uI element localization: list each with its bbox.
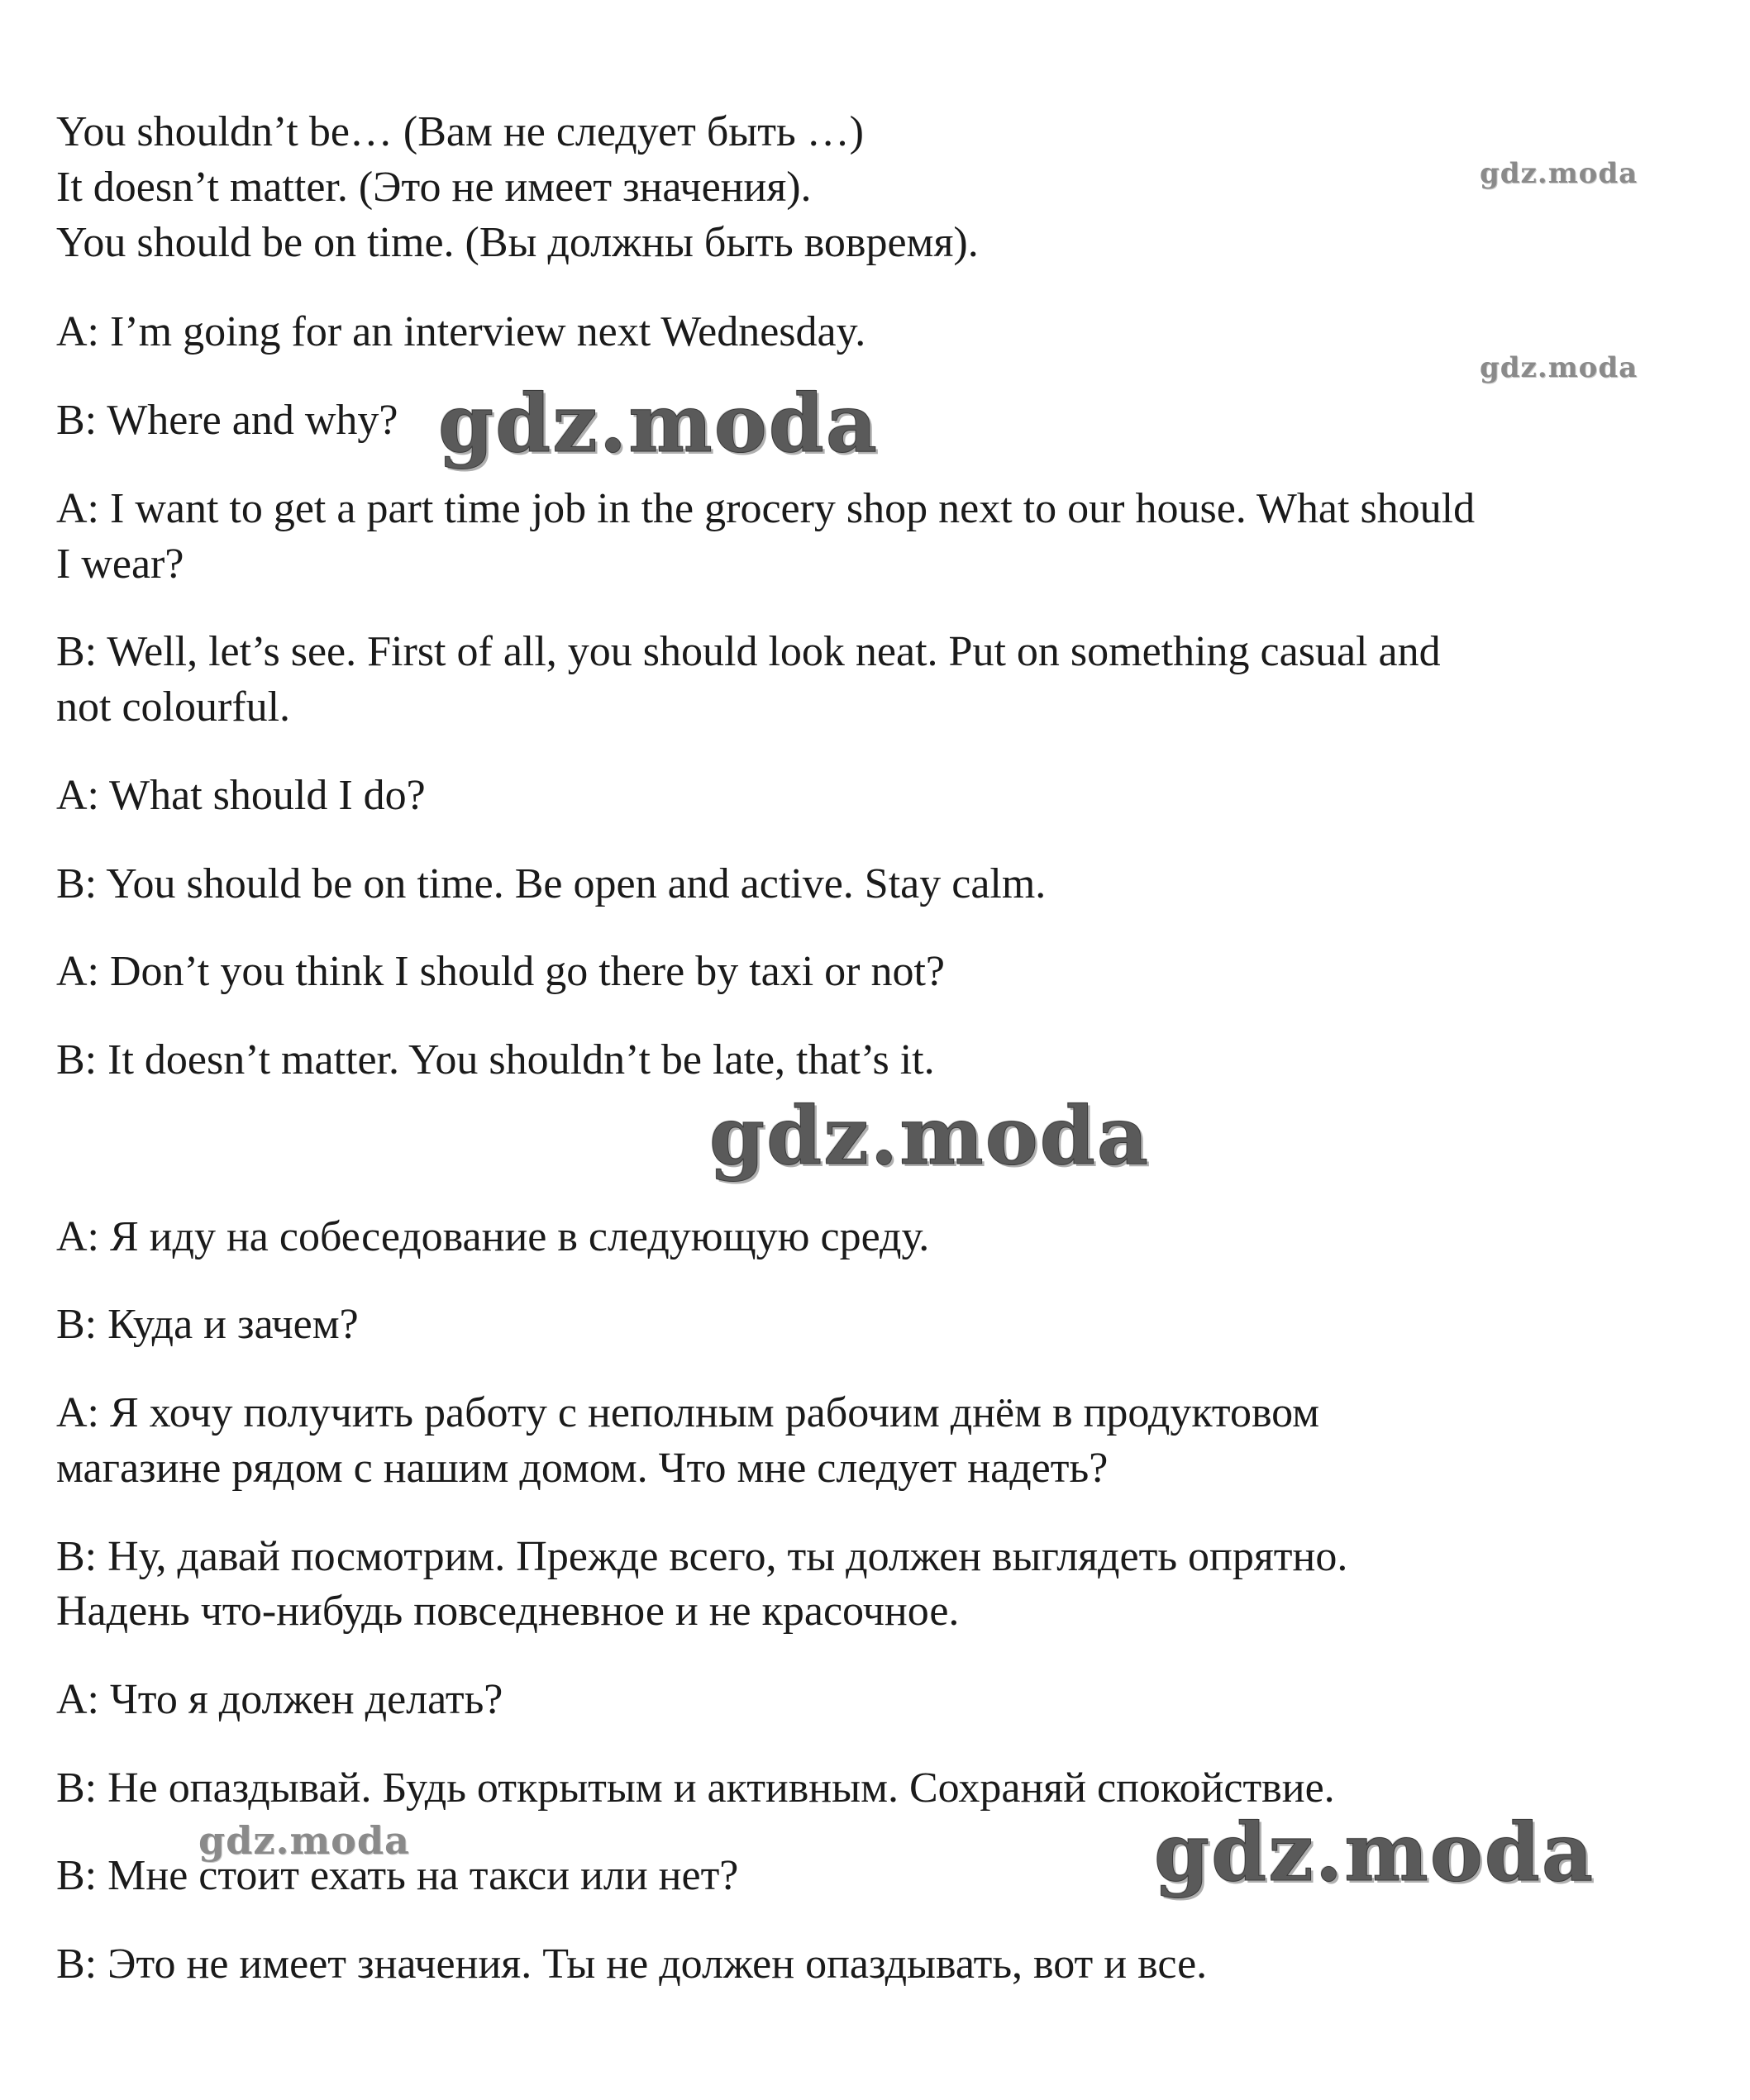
watermark-logo: gdz.moda: [1154, 1806, 1595, 1899]
text-line: Надень что-нибудь повседневное и не красочное.: [56, 1588, 960, 1635]
text-line: A: What should I do?: [56, 772, 426, 819]
text-line: B: Не опаздывай. Будь открытым и активным. Сохраняй спокойствие.: [56, 1764, 1335, 1812]
text-line: B: You should be on time. Be open and active. Stay calm.: [56, 860, 1047, 907]
watermark-logo: gdz.moda: [1480, 351, 1638, 384]
text-line: B: It doesn’t matter. You shouldn’t be late, that’s it.: [56, 1036, 935, 1083]
text-line: B: Where and why?: [56, 397, 398, 444]
text-line: not colourful.: [56, 683, 291, 731]
text-line: You should be on time. (Вы должны быть вовремя).: [56, 219, 979, 266]
text-line: A: Что я должен делать?: [56, 1676, 503, 1723]
watermark-logo: gdz.moda: [709, 1089, 1151, 1183]
text-line: B: Куда и зачем?: [56, 1301, 359, 1348]
text-line: A: Don’t you think I should go there by taxi or not?: [56, 948, 946, 995]
watermark-logo: gdz.moda: [198, 1818, 410, 1863]
text-line: B: Мне стоит ехать на такси или нет?: [56, 1852, 739, 1899]
text-line: B: Ну, давай посмотрим. Прежде всего, ты должен выглядеть опрятно.: [56, 1533, 1348, 1580]
text-line: I wear?: [56, 540, 184, 588]
text-line: A: Я иду на собеседование в следующую среду.: [56, 1213, 930, 1260]
watermark-logo: gdz.moda: [438, 377, 880, 470]
text-line: магазине рядом с нашим домом. Что мне следует надеть?: [56, 1445, 1109, 1492]
text-line: B: Well, let’s see. First of all, you should look neat. Put on something casual and: [56, 628, 1441, 675]
watermark-logo: gdz.moda: [1480, 157, 1638, 190]
text-line: B: Это не имеет значения. Ты не должен опаздывать, вот и все.: [56, 1940, 1208, 1988]
text-line: A: I want to get a part time job in the grocery shop next to our house. What should: [56, 485, 1476, 532]
text-line: A: I’m going for an interview next Wednesday.: [56, 308, 866, 355]
text-line: It doesn’t matter. (Это не имеет значения).: [56, 164, 812, 211]
text-line: You shouldn’t be… (Вам не следует быть …): [56, 108, 864, 155]
text-line: A: Я хочу получить работу с неполным рабочим днём в продуктовом: [56, 1389, 1320, 1436]
